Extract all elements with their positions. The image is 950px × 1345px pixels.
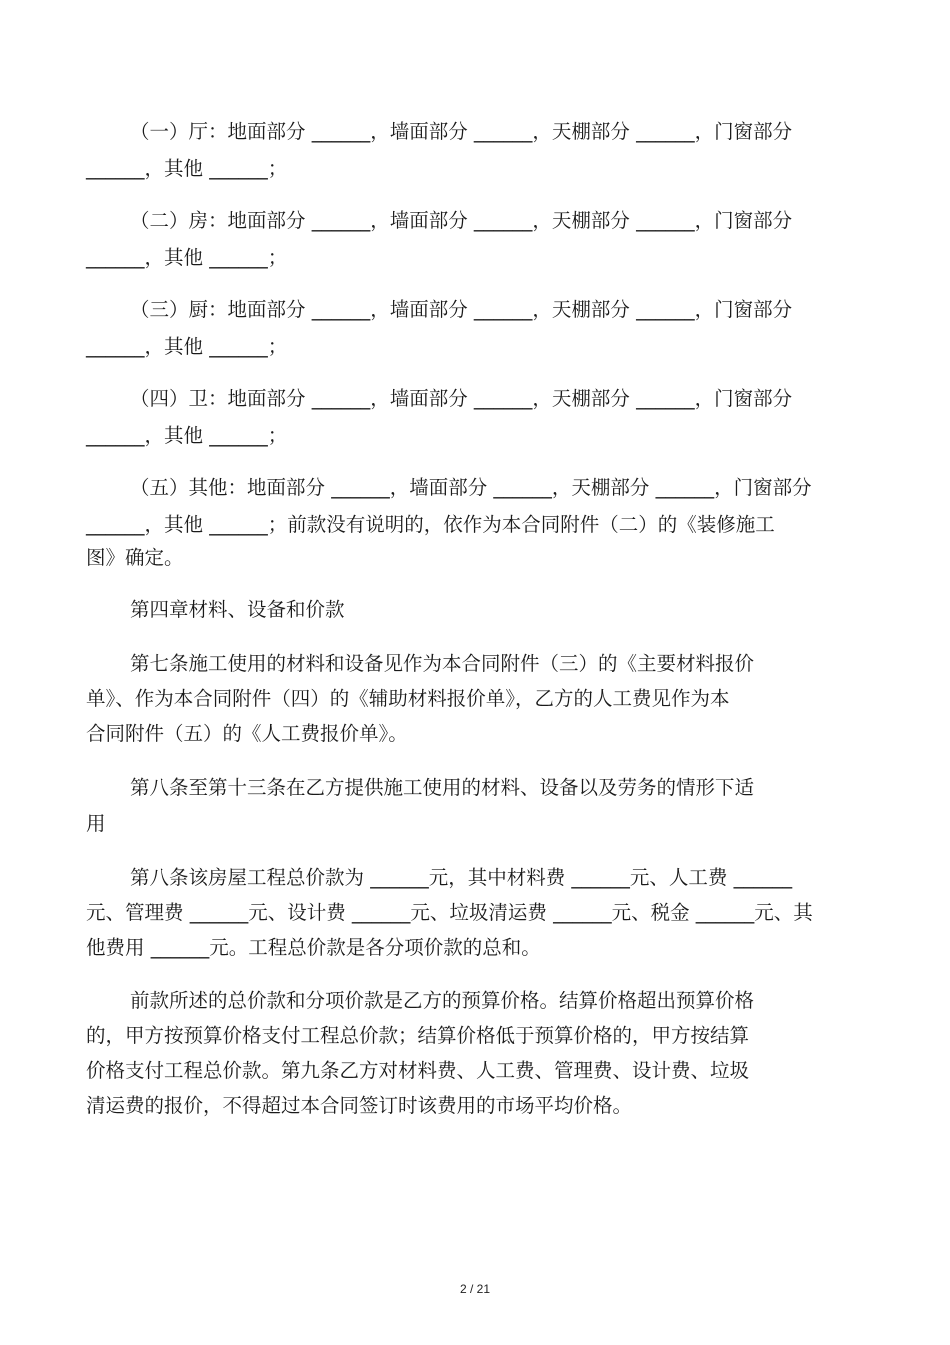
text-line: ______，其他 ______； bbox=[86, 335, 288, 358]
text-line: （一）厅：地面部分 ______，墙面部分 ______，天棚部分 ______，门窗部分 bbox=[130, 120, 793, 143]
text-line: 元、管理费 ______元、设计费 ______元、垃圾清运费 ______元、税金 ______元、其 bbox=[86, 901, 813, 924]
text-line: 合同附件（五）的《人工费报价单》。 bbox=[86, 722, 408, 745]
text-line: （三）厨：地面部分 ______，墙面部分 ______，天棚部分 ______，门窗部分 bbox=[130, 298, 793, 321]
text-line: （二）房：地面部分 ______，墙面部分 ______，天棚部分 ______，门窗部分 bbox=[130, 209, 793, 232]
text-line: （五）其他：地面部分 ______，墙面部分 ______，天棚部分 ______，门窗部分 bbox=[130, 476, 812, 499]
text-line: 价格支付工程总价款。第九条乙方对材料费、人工费、管理费、设计费、垃圾 bbox=[86, 1059, 750, 1082]
text-line: 第七条施工使用的材料和设备见作为本合同附件（三）的《主要材料报价 bbox=[130, 652, 755, 675]
text-line: ______，其他 ______； bbox=[86, 424, 288, 447]
text-line: 前款所述的总价款和分项价款是乙方的预算价格。结算价格超出预算价格 bbox=[130, 989, 755, 1012]
text-line: 的，甲方按预算价格支付工程总价款；结算价格低于预算价格的，甲方按结算 bbox=[86, 1024, 750, 1047]
chapter-heading: 第四章材料、设备和价款 bbox=[130, 598, 345, 621]
text-line: 图》确定。 bbox=[86, 546, 184, 569]
text-line: 第八条至第十三条在乙方提供施工使用的材料、设备以及劳务的情形下适 bbox=[130, 776, 755, 799]
text-line: ______，其他 ______； bbox=[86, 246, 288, 269]
text-line: 用 bbox=[86, 812, 106, 835]
text-line: 单》、作为本合同附件（四）的《辅助材料报价单》，乙方的人工费见作为本 bbox=[86, 687, 730, 710]
text-line: 清运费的报价，不得超过本合同签订时该费用的市场平均价格。 bbox=[86, 1094, 633, 1117]
text-line: （四）卫：地面部分 ______，墙面部分 ______，天棚部分 ______，门窗部分 bbox=[130, 387, 793, 410]
text-line: ______，其他 ______；前款没有说明的，依作为本合同附件（二）的《装修施工 bbox=[86, 513, 775, 536]
text-line: 第八条该房屋工程总价款为 ______元，其中材料费 ______元、人工费 ______ bbox=[130, 866, 793, 889]
text-line: 他费用 ______元。工程总价款是各分项价款的总和。 bbox=[86, 936, 541, 959]
page-number: 2 / 21 bbox=[459, 1282, 491, 1296]
text-line: ______，其他 ______； bbox=[86, 157, 288, 180]
